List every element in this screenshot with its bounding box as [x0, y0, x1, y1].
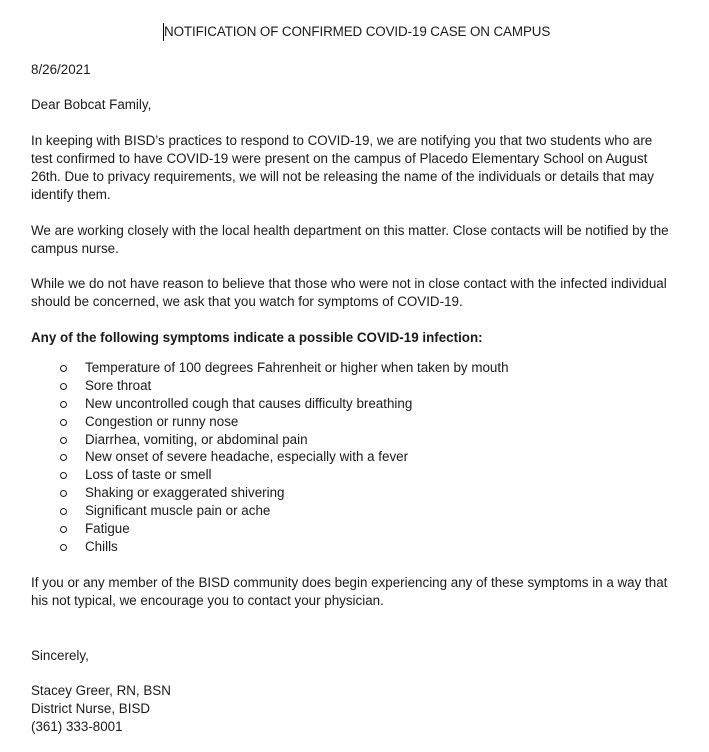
bullet-circle-icon — [60, 544, 67, 551]
signature-name: Stacey Greer, RN, BSN — [31, 683, 171, 698]
paragraph-watch-symptoms: While we do not have reason to believe that those who were not in close contact with the infected individual should be concerned, we ask that you watch for symptoms of COVID-19. — [31, 276, 667, 309]
bullet-circle-icon — [60, 437, 67, 444]
bullet-circle-icon — [60, 526, 67, 533]
salutation: Dear Bobcat Family, — [31, 97, 152, 112]
bullet-circle-icon — [60, 490, 67, 497]
bullet-circle-icon — [60, 508, 67, 515]
bullet-circle-icon — [60, 454, 67, 461]
closing: Sincerely, — [31, 648, 89, 663]
signature-phone: (361) 333-8001 — [31, 719, 123, 734]
paragraph-contact-physician: If you or any member of the BISD community does begin experiencing any of these symptoms in a way that his not typical, we encourage you to contact your physician. — [31, 575, 668, 608]
letter-date: 8/26/2021 — [31, 62, 91, 77]
bullet-circle-icon — [60, 472, 67, 479]
bullet-circle-icon — [60, 401, 67, 408]
bullet-circle-icon — [60, 365, 67, 372]
signature-role: District Nurse, BISD — [31, 701, 151, 716]
symptoms-heading: Any of the following symptoms indicate a possible COVID-19 infection: — [31, 330, 483, 345]
bullet-circle-icon — [60, 383, 67, 390]
paragraph-health-department: We are working closely with the local health department on this matter. Close contacts will be notified by the campus nurse. — [31, 223, 669, 256]
bullet-circle-icon — [60, 419, 67, 426]
document-title: NOTIFICATION OF CONFIRMED COVID-19 CASE ON CAMPUS — [164, 24, 551, 39]
paragraph-notification: In keeping with BISD’s practices to respond to COVID-19, we are notifying you that two students who are test confirmed to have COVID-19 were present on the campus of Placedo Elementary School on August 26th. Due to privacy requirements, we will not be releasing the name of the individuals or details that may identify them. — [31, 133, 654, 202]
document-page: NOTIFICATION OF CONFIRMED COVID-19 CASE ON CAMPUS 8/26/2021 Dear Bobcat Family, In keeping with BISD’s practices to respond to COVID-19, we are notifying you that two students who are test confirmed to have COVID-19 were present on the campus of Placedo Elementary School on August 26th. Due to privacy requirements, we will not be releasing the name of the individuals or details that may identify them. We are working closely with the local health department on this matter. Close contacts will be notified by the campus nurse. While we do not have reason to believe that those who were not in close contact with the infected individual should be concerned, we ask that you watch for symptoms of COVID-19. Any of the following symptoms indicate a possible COVID-19 infection: Temperature of 100 degrees Fahrenheit or higher when taken by mouth Sore throat New uncontrolled cough that causes difficulty breathing Congestion or runny nose Diarrhea, vomiting, or abdominal pain New onset of severe headache, especially with a fever Loss of taste or smell Shaking or exaggerated shivering Significant muscle pain or ache Fatigue Chills If you or any member of the BISD community does begin experiencing any of these symptoms in a way that his not typical, we encourage you to contact your physician. Sincerely, Stacey Greer, RN, BSN District Nurse, BISD (361) 333-8001 — [0, 0, 709, 752]
